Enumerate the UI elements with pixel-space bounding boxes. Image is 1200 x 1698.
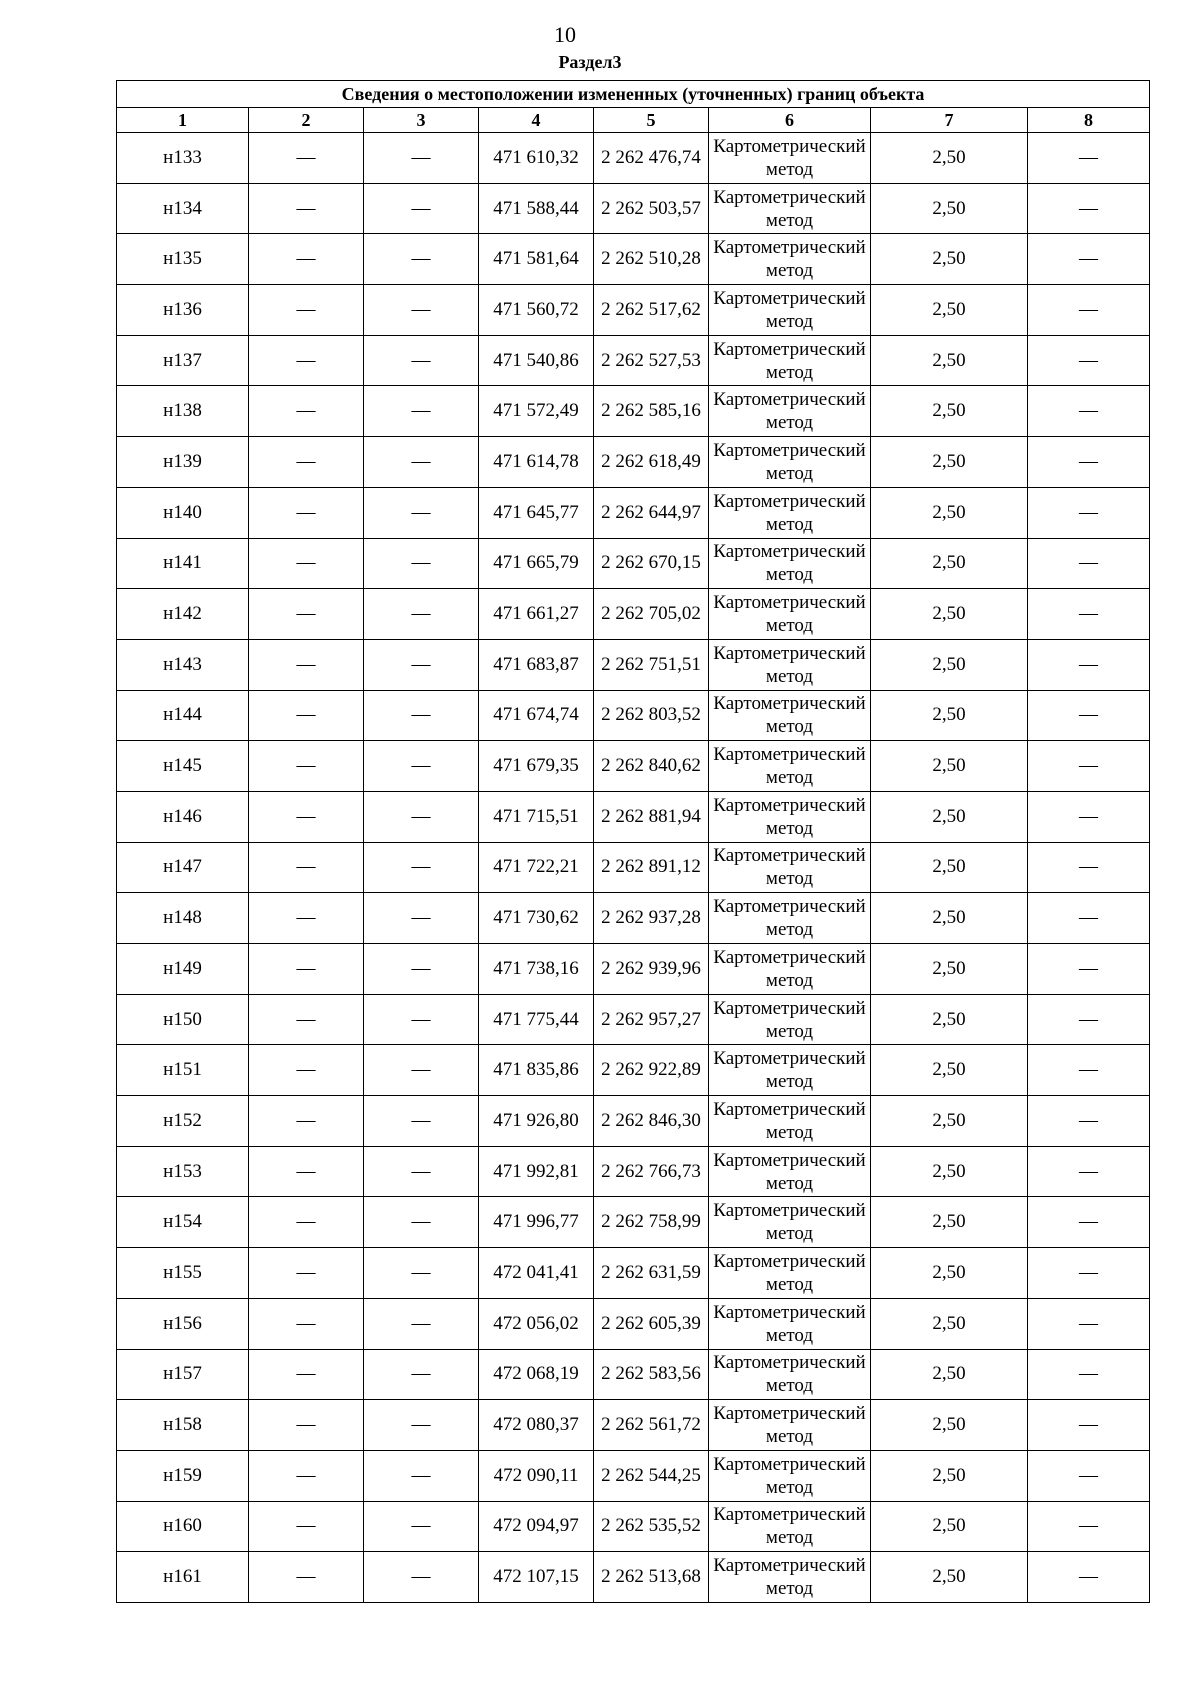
x-coordinate-cell: 472 080,37 (479, 1400, 594, 1451)
x-coordinate-cell: 472 041,41 (479, 1248, 594, 1299)
accuracy-cell: 2,50 (871, 994, 1028, 1045)
point-cell: н146 (117, 791, 249, 842)
column-8-cell: — (1028, 1045, 1150, 1096)
method-cell: Картометрический метод (709, 386, 871, 437)
x-coordinate-cell: 471 775,44 (479, 994, 594, 1045)
column-8-cell: — (1028, 133, 1150, 184)
point-cell: н159 (117, 1450, 249, 1501)
accuracy-cell: 2,50 (871, 1045, 1028, 1096)
table-caption: Сведения о местоположении измененных (уточненных) границ объекта (117, 81, 1150, 108)
y-coordinate-cell: 2 262 891,12 (594, 842, 709, 893)
column-2-cell: — (249, 1501, 364, 1552)
point-cell: н144 (117, 690, 249, 741)
x-coordinate-cell: 472 090,11 (479, 1450, 594, 1501)
y-coordinate-cell: 2 262 939,96 (594, 944, 709, 995)
x-coordinate-cell: 471 560,72 (479, 285, 594, 336)
method-cell: Картометрический метод (709, 1248, 871, 1299)
point-cell: н153 (117, 1146, 249, 1197)
y-coordinate-cell: 2 262 561,72 (594, 1400, 709, 1451)
column-3-cell: — (364, 1450, 479, 1501)
table-row (117, 133, 1150, 184)
y-coordinate-cell: 2 262 527,53 (594, 335, 709, 386)
column-3-cell: — (364, 1298, 479, 1349)
y-coordinate-cell: 2 262 476,74 (594, 133, 709, 184)
accuracy-cell: 2,50 (871, 1501, 1028, 1552)
point-cell: н157 (117, 1349, 249, 1400)
x-coordinate-cell: 471 610,32 (479, 133, 594, 184)
accuracy-cell: 2,50 (871, 1552, 1028, 1603)
method-cell: Картометрический метод (709, 285, 871, 336)
column-8-cell: — (1028, 893, 1150, 944)
method-cell: Картометрический метод (709, 1552, 871, 1603)
column-2-cell: — (249, 1248, 364, 1299)
column-8-cell: — (1028, 538, 1150, 589)
column-3-cell: — (364, 1400, 479, 1451)
y-coordinate-cell: 2 262 517,62 (594, 285, 709, 336)
column-3-cell: — (364, 1197, 479, 1248)
accuracy-cell: 2,50 (871, 944, 1028, 995)
column-2-cell: — (249, 234, 364, 285)
point-cell: н142 (117, 589, 249, 640)
column-8-cell: — (1028, 589, 1150, 640)
y-coordinate-cell: 2 262 583,56 (594, 1349, 709, 1400)
column-3-cell: — (364, 1349, 479, 1400)
column-3-cell: — (364, 386, 479, 437)
table-row (117, 741, 1150, 792)
table-row (117, 487, 1150, 538)
column-3-cell: — (364, 639, 479, 690)
point-cell: н134 (117, 183, 249, 234)
x-coordinate-cell: 471 715,51 (479, 791, 594, 842)
x-coordinate-cell: 471 738,16 (479, 944, 594, 995)
method-cell: Картометрический метод (709, 1349, 871, 1400)
accuracy-cell: 2,50 (871, 1450, 1028, 1501)
point-cell: н148 (117, 893, 249, 944)
table-row (117, 234, 1150, 285)
x-coordinate-cell: 471 835,86 (479, 1045, 594, 1096)
column-2-cell: — (249, 893, 364, 944)
y-coordinate-cell: 2 262 922,89 (594, 1045, 709, 1096)
y-coordinate-cell: 2 262 503,57 (594, 183, 709, 234)
y-coordinate-cell: 2 262 631,59 (594, 1248, 709, 1299)
point-cell: н145 (117, 741, 249, 792)
point-cell: н138 (117, 386, 249, 437)
column-2-cell: — (249, 335, 364, 386)
column-number-1: 1 (117, 108, 249, 133)
column-8-cell: — (1028, 335, 1150, 386)
method-cell: Картометрический метод (709, 1400, 871, 1451)
column-number-8: 8 (1028, 108, 1150, 133)
y-coordinate-cell: 2 262 618,49 (594, 437, 709, 488)
method-cell: Картометрический метод (709, 234, 871, 285)
column-3-cell: — (364, 1096, 479, 1147)
point-cell: н155 (117, 1248, 249, 1299)
accuracy-cell: 2,50 (871, 133, 1028, 184)
section-title: Раздел3 (558, 52, 622, 72)
accuracy-cell: 2,50 (871, 842, 1028, 893)
accuracy-cell: 2,50 (871, 741, 1028, 792)
accuracy-cell: 2,50 (871, 335, 1028, 386)
table-row (117, 994, 1150, 1045)
accuracy-cell: 2,50 (871, 386, 1028, 437)
column-8-cell: — (1028, 639, 1150, 690)
column-2-cell: — (249, 1400, 364, 1451)
method-cell: Картометрический метод (709, 1045, 871, 1096)
column-3-cell: — (364, 1248, 479, 1299)
x-coordinate-cell: 471 992,81 (479, 1146, 594, 1197)
x-coordinate-cell: 472 056,02 (479, 1298, 594, 1349)
column-2-cell: — (249, 690, 364, 741)
table-row (117, 842, 1150, 893)
y-coordinate-cell: 2 262 510,28 (594, 234, 709, 285)
table-row (117, 1450, 1150, 1501)
y-coordinate-cell: 2 262 937,28 (594, 893, 709, 944)
column-3-cell: — (364, 741, 479, 792)
table-row (117, 285, 1150, 336)
column-2-cell: — (249, 1197, 364, 1248)
column-3-cell: — (364, 690, 479, 741)
accuracy-cell: 2,50 (871, 1146, 1028, 1197)
x-coordinate-cell: 471 581,64 (479, 234, 594, 285)
y-coordinate-cell: 2 262 705,02 (594, 589, 709, 640)
y-coordinate-cell: 2 262 758,99 (594, 1197, 709, 1248)
column-2-cell: — (249, 183, 364, 234)
table-body (117, 133, 1150, 1603)
point-cell: н160 (117, 1501, 249, 1552)
point-cell: н140 (117, 487, 249, 538)
point-cell: н135 (117, 234, 249, 285)
x-coordinate-cell: 471 661,27 (479, 589, 594, 640)
column-3-cell: — (364, 893, 479, 944)
column-2-cell: — (249, 791, 364, 842)
y-coordinate-cell: 2 262 513,68 (594, 1552, 709, 1603)
x-coordinate-cell: 471 572,49 (479, 386, 594, 437)
point-cell: н154 (117, 1197, 249, 1248)
x-coordinate-cell: 472 068,19 (479, 1349, 594, 1400)
point-cell: н149 (117, 944, 249, 995)
column-8-cell: — (1028, 842, 1150, 893)
method-cell: Картометрический метод (709, 538, 871, 589)
column-2-cell: — (249, 437, 364, 488)
column-8-cell: — (1028, 1400, 1150, 1451)
table-row (117, 437, 1150, 488)
column-2-cell: — (249, 842, 364, 893)
x-coordinate-cell: 471 722,21 (479, 842, 594, 893)
column-2-cell: — (249, 944, 364, 995)
column-3-cell: — (364, 1045, 479, 1096)
column-number-2: 2 (249, 108, 364, 133)
column-8-cell: — (1028, 1552, 1150, 1603)
table-row (117, 1349, 1150, 1400)
accuracy-cell: 2,50 (871, 589, 1028, 640)
method-cell: Картометрический метод (709, 1146, 871, 1197)
column-2-cell: — (249, 285, 364, 336)
accuracy-cell: 2,50 (871, 1349, 1028, 1400)
column-number-row (117, 108, 1150, 133)
y-coordinate-cell: 2 262 751,51 (594, 639, 709, 690)
column-2-cell: — (249, 1298, 364, 1349)
column-8-cell: — (1028, 690, 1150, 741)
column-2-cell: — (249, 133, 364, 184)
column-3-cell: — (364, 589, 479, 640)
accuracy-cell: 2,50 (871, 1248, 1028, 1299)
table-row (117, 1197, 1150, 1248)
x-coordinate-cell: 471 645,77 (479, 487, 594, 538)
column-number-6: 6 (709, 108, 871, 133)
table-row (117, 893, 1150, 944)
x-coordinate-cell: 471 730,62 (479, 893, 594, 944)
column-2-cell: — (249, 994, 364, 1045)
column-2-cell: — (249, 386, 364, 437)
column-3-cell: — (364, 1501, 479, 1552)
point-cell: н143 (117, 639, 249, 690)
x-coordinate-cell: 471 665,79 (479, 538, 594, 589)
column-3-cell: — (364, 183, 479, 234)
method-cell: Картометрический метод (709, 1450, 871, 1501)
column-number-5: 5 (594, 108, 709, 133)
table-row (117, 1501, 1150, 1552)
table-row (117, 1096, 1150, 1147)
method-cell: Картометрический метод (709, 944, 871, 995)
y-coordinate-cell: 2 262 840,62 (594, 741, 709, 792)
column-3-cell: — (364, 437, 479, 488)
column-3-cell: — (364, 285, 479, 336)
column-3-cell: — (364, 538, 479, 589)
y-coordinate-cell: 2 262 803,52 (594, 690, 709, 741)
column-3-cell: — (364, 1552, 479, 1603)
column-8-cell: — (1028, 1298, 1150, 1349)
column-2-cell: — (249, 487, 364, 538)
column-3-cell: — (364, 133, 479, 184)
accuracy-cell: 2,50 (871, 791, 1028, 842)
column-2-cell: — (249, 538, 364, 589)
table-row (117, 1146, 1150, 1197)
column-8-cell: — (1028, 1197, 1150, 1248)
column-2-cell: — (249, 1146, 364, 1197)
point-cell: н156 (117, 1298, 249, 1349)
method-cell: Картометрический метод (709, 1501, 871, 1552)
column-3-cell: — (364, 487, 479, 538)
column-2-cell: — (249, 1552, 364, 1603)
column-2-cell: — (249, 589, 364, 640)
column-2-cell: — (249, 1349, 364, 1400)
x-coordinate-cell: 471 614,78 (479, 437, 594, 488)
y-coordinate-cell: 2 262 605,39 (594, 1298, 709, 1349)
accuracy-cell: 2,50 (871, 538, 1028, 589)
x-coordinate-cell: 471 674,74 (479, 690, 594, 741)
table-row (117, 1400, 1150, 1451)
y-coordinate-cell: 2 262 535,52 (594, 1501, 709, 1552)
column-2-cell: — (249, 1096, 364, 1147)
method-cell: Картометрический метод (709, 690, 871, 741)
y-coordinate-cell: 2 262 585,16 (594, 386, 709, 437)
method-cell: Картометрический метод (709, 1197, 871, 1248)
method-cell: Картометрический метод (709, 639, 871, 690)
accuracy-cell: 2,50 (871, 1197, 1028, 1248)
column-3-cell: — (364, 944, 479, 995)
accuracy-cell: 2,50 (871, 893, 1028, 944)
method-cell: Картометрический метод (709, 589, 871, 640)
x-coordinate-cell: 471 926,80 (479, 1096, 594, 1147)
table-row (117, 1248, 1150, 1299)
method-cell: Картометрический метод (709, 791, 871, 842)
x-coordinate-cell: 471 679,35 (479, 741, 594, 792)
table-row (117, 1552, 1150, 1603)
accuracy-cell: 2,50 (871, 285, 1028, 336)
column-number-4: 4 (479, 108, 594, 133)
column-8-cell: — (1028, 1501, 1150, 1552)
accuracy-cell: 2,50 (871, 437, 1028, 488)
method-cell: Картометрический метод (709, 133, 871, 184)
column-8-cell: — (1028, 741, 1150, 792)
column-8-cell: — (1028, 791, 1150, 842)
point-cell: н150 (117, 994, 249, 1045)
point-cell: н137 (117, 335, 249, 386)
accuracy-cell: 2,50 (871, 1096, 1028, 1147)
x-coordinate-cell: 472 094,97 (479, 1501, 594, 1552)
column-8-cell: — (1028, 437, 1150, 488)
table-row (117, 1298, 1150, 1349)
method-cell: Картометрический метод (709, 183, 871, 234)
column-8-cell: — (1028, 1146, 1150, 1197)
table-row (117, 1045, 1150, 1096)
method-cell: Картометрический метод (709, 335, 871, 386)
y-coordinate-cell: 2 262 766,73 (594, 1146, 709, 1197)
column-8-cell: — (1028, 1349, 1150, 1400)
table-row (117, 944, 1150, 995)
column-2-cell: — (249, 1450, 364, 1501)
method-cell: Картометрический метод (709, 842, 871, 893)
column-3-cell: — (364, 842, 479, 893)
accuracy-cell: 2,50 (871, 690, 1028, 741)
table-row (117, 183, 1150, 234)
table-row (117, 538, 1150, 589)
accuracy-cell: 2,50 (871, 234, 1028, 285)
table-row (117, 589, 1150, 640)
x-coordinate-cell: 471 540,86 (479, 335, 594, 386)
column-number-7: 7 (871, 108, 1028, 133)
column-2-cell: — (249, 639, 364, 690)
method-cell: Картометрический метод (709, 893, 871, 944)
table-row (117, 791, 1150, 842)
point-cell: н147 (117, 842, 249, 893)
y-coordinate-cell: 2 262 544,25 (594, 1450, 709, 1501)
column-3-cell: — (364, 234, 479, 285)
point-cell: н151 (117, 1045, 249, 1096)
method-cell: Картометрический метод (709, 1298, 871, 1349)
x-coordinate-cell: 471 588,44 (479, 183, 594, 234)
column-8-cell: — (1028, 285, 1150, 336)
accuracy-cell: 2,50 (871, 639, 1028, 690)
method-cell: Картометрический метод (709, 741, 871, 792)
column-3-cell: — (364, 791, 479, 842)
table-row (117, 386, 1150, 437)
method-cell: Картометрический метод (709, 487, 871, 538)
accuracy-cell: 2,50 (871, 487, 1028, 538)
column-2-cell: — (249, 1045, 364, 1096)
point-cell: н152 (117, 1096, 249, 1147)
column-8-cell: — (1028, 1096, 1150, 1147)
y-coordinate-cell: 2 262 881,94 (594, 791, 709, 842)
x-coordinate-cell: 471 996,77 (479, 1197, 594, 1248)
method-cell: Картометрический метод (709, 437, 871, 488)
column-3-cell: — (364, 994, 479, 1045)
y-coordinate-cell: 2 262 670,15 (594, 538, 709, 589)
accuracy-cell: 2,50 (871, 1298, 1028, 1349)
x-coordinate-cell: 471 683,87 (479, 639, 594, 690)
point-cell: н139 (117, 437, 249, 488)
point-cell: н161 (117, 1552, 249, 1603)
column-number-3: 3 (364, 108, 479, 133)
column-3-cell: — (364, 1146, 479, 1197)
column-8-cell: — (1028, 944, 1150, 995)
y-coordinate-cell: 2 262 957,27 (594, 994, 709, 1045)
column-8-cell: — (1028, 487, 1150, 538)
table-row (117, 335, 1150, 386)
page-number: 10 (554, 22, 576, 47)
coordinates-table (116, 80, 1150, 1603)
method-cell: Картометрический метод (709, 1096, 871, 1147)
column-8-cell: — (1028, 1248, 1150, 1299)
column-8-cell: — (1028, 234, 1150, 285)
column-3-cell: — (364, 335, 479, 386)
table-row (117, 690, 1150, 741)
point-cell: н158 (117, 1400, 249, 1451)
x-coordinate-cell: 472 107,15 (479, 1552, 594, 1603)
y-coordinate-cell: 2 262 644,97 (594, 487, 709, 538)
method-cell: Картометрический метод (709, 994, 871, 1045)
point-cell: н133 (117, 133, 249, 184)
point-cell: н141 (117, 538, 249, 589)
column-8-cell: — (1028, 1450, 1150, 1501)
table-row (117, 639, 1150, 690)
column-8-cell: — (1028, 994, 1150, 1045)
accuracy-cell: 2,50 (871, 1400, 1028, 1451)
column-8-cell: — (1028, 386, 1150, 437)
accuracy-cell: 2,50 (871, 183, 1028, 234)
column-2-cell: — (249, 741, 364, 792)
point-cell: н136 (117, 285, 249, 336)
y-coordinate-cell: 2 262 846,30 (594, 1096, 709, 1147)
column-8-cell: — (1028, 183, 1150, 234)
